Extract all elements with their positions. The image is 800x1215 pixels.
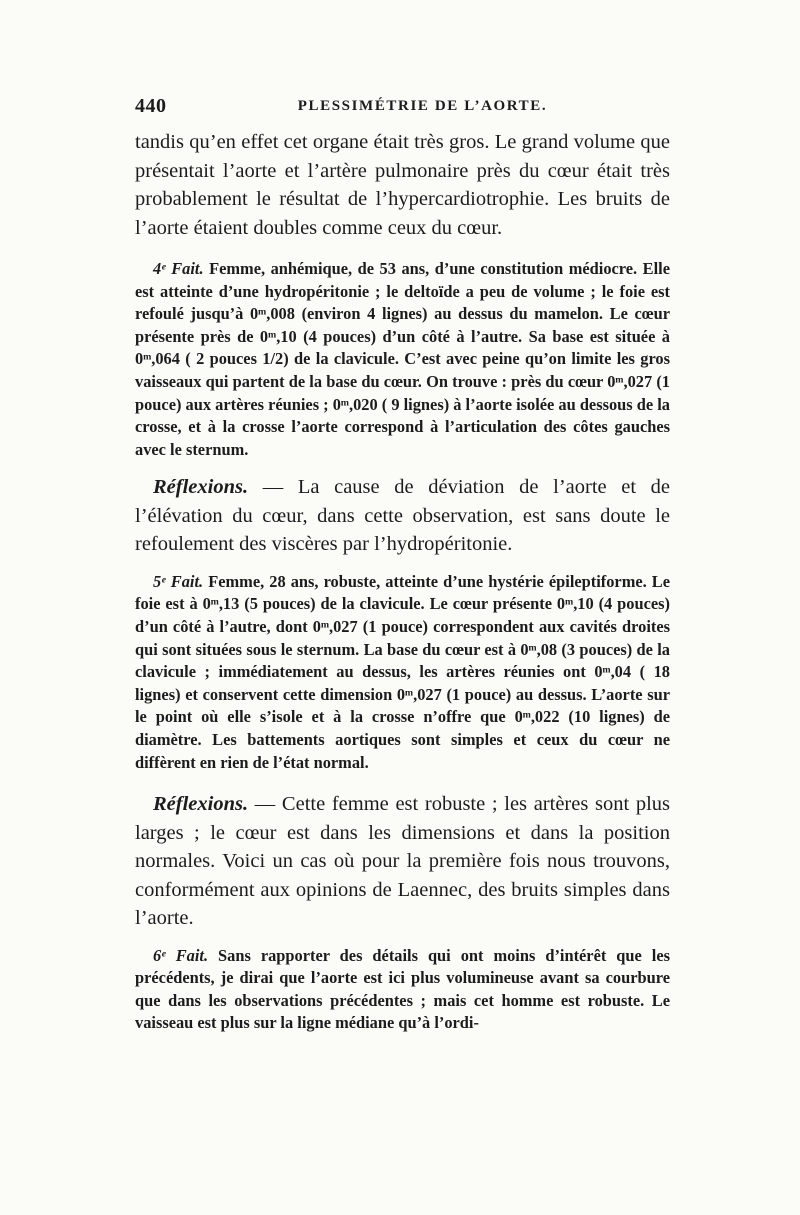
paragraph-text: tandis qu’en effet cet organe était très gros. Le grand volume que présentait l’aorte et l’artère pulmonaire près du cœur était très probablement le résultat de l’hypercardiotrophie. Les bruits de l’aorte étaient doubles comme ceux du cœur. xyxy=(135,131,670,239)
page-number: 440 xyxy=(135,95,167,117)
paragraph-text: Femme, anhémique, de 53 ans, d’une constitution médiocre. Elle est atteinte d’une hydropéritonie ; le deltoïde a peu de volume ; le foie est refoulé jusqu’à 0ᵐ,008 (environ 4 lignes) au dessus du mamelon. Le cœur présente près de 0ᵐ,10 (4 pouces) d’un côté à l’autre. Sa base est située à 0ᵐ,064 ( 2 pouces 1/2) de la clavicule. C’est avec peine qu’on limite les gros vaisseaux qui partent de la base du cœur. On trouve : près du cœur 0ᵐ,027 (1 pouce) aux artères réunies ; 0ᵐ,020 ( 9 lignes) à l’aorte isolée au dessous de la crosse, et à la crosse l’aorte correspond à l’articulation des côtes gauches avec le sternum. xyxy=(135,259,670,459)
paragraph-lead: 4ᵉ Fait. xyxy=(153,259,204,278)
paragraph-lead: 5ᵉ Fait. xyxy=(153,571,204,591)
paragraph-reflexions-1 xyxy=(135,473,670,559)
paragraph-text: Sans rapporter des détails qui ont moins d’intérêt que les précédents, je dirai que l’aorte est ici plus volumineuse avant sa courbure que dans les observations précédentes ; mais cet homme est robuste. Le vaisseau est plus sur la ligne médiane qu’à l’ordi- xyxy=(135,945,670,1033)
paragraph-lead: 6ᵉ Fait. xyxy=(153,945,209,965)
paragraph-text: — Cette femme est robuste ; les artères sont plus larges ; le cœur est dans les dimensions et dans la position normales. Voici un cas où pour la première fois nous trouvons, conformément aux opinions de Laennec, des bruits simples dans l’aorte. xyxy=(135,793,670,930)
running-title: PLESSIMÉTRIE DE L’AORTE. xyxy=(297,98,548,114)
page-header xyxy=(135,95,670,121)
paragraph-fait-5 xyxy=(135,571,670,774)
paragraph-reflexions-2 xyxy=(135,790,670,933)
paragraph-fait-6 xyxy=(135,945,670,1035)
paragraph-text: — La cause de déviation de l’aorte et de l’élévation du cœur, dans cette observation, est sans doute le refoulement des viscères par l’hydropéritonie. xyxy=(135,476,671,556)
paragraph-fait-4 xyxy=(135,258,670,461)
paragraph-continuation xyxy=(135,128,670,242)
paragraph-text: Femme, 28 ans, robuste, atteinte d’une hystérie épileptiforme. Le foie est à 0ᵐ,13 (5 pouces) de la clavicule. Le cœur présente 0ᵐ,10 (4 pouces) d’un côté à l’autre, dont 0ᵐ,027 (1 pouce) correspondent aux cavités droites qui sont situées sous le sternum. La base du cœur est à 0ᵐ,08 (3 pouces) de la clavicule ; immédiatement au dessus, les artères réunies ont 0ᵐ,04 ( 18 lignes) et conservent cette dimension 0ᵐ,027 (1 pouce) au dessus. L’aorte sur le point où elle s’isole et à la crosse n’offre que 0ᵐ,022 (10 lignes) de diamètre. Les battements aortiques sont simples et ceux du cœur ne diffèrent en rien de l’état normal. xyxy=(135,571,671,772)
paragraph-lead: Réflexions. xyxy=(153,476,249,499)
paragraph-lead: Réflexions. xyxy=(153,793,249,816)
page-body xyxy=(135,128,670,1035)
